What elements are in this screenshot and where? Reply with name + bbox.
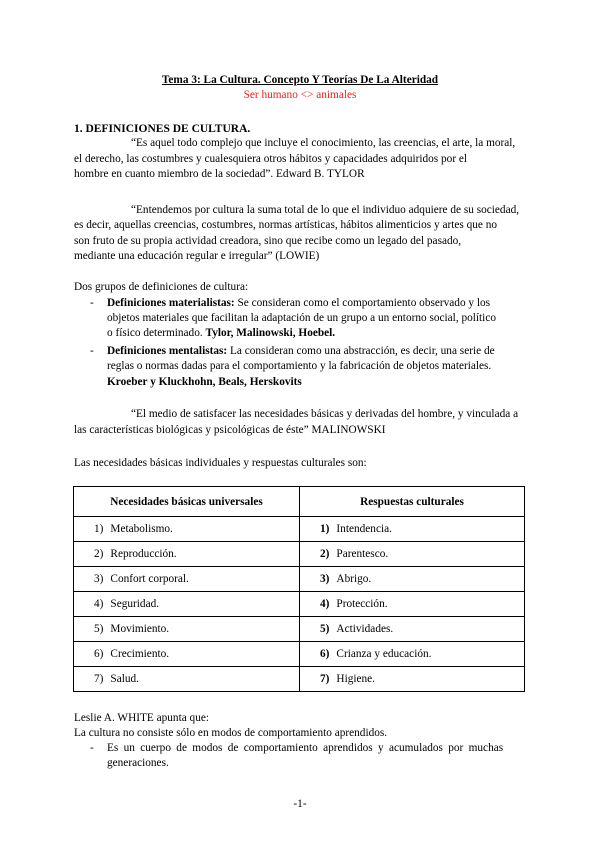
groups-intro: Dos grupos de definiciones de cultura: <box>74 281 249 293</box>
white-bullet-line-2: generaciones. <box>107 757 169 769</box>
need-text: Salud. <box>110 673 139 685</box>
bullet-dash: - <box>90 297 94 309</box>
table-row <box>74 617 525 642</box>
response-number: 5) <box>320 623 330 635</box>
materialist-line-3: o físico determinado. Tylor, Malinowski, Hoebel. <box>107 327 336 339</box>
mentalist-line-1: Definiciones mentalistas: La consideran como una abstracción, es decir, una serie de <box>107 345 495 357</box>
table-header-needs: Necesidades básicas universales <box>74 487 300 517</box>
response-text: Intendencia. <box>336 523 392 535</box>
need-cell <box>74 567 300 592</box>
white-intro: Leslie A. WHITE apunta que: <box>74 712 209 724</box>
need-cell <box>74 667 300 692</box>
tylor-quote-line-3: hombre en cuanto miembro de la sociedad”. Edward B. TYLOR <box>74 168 365 180</box>
table-row <box>74 642 525 667</box>
response-text: Crianza y educación. <box>336 648 432 660</box>
lowie-quote-line-3: son fruto de su propia actividad creadora, sino que recibe como un legado del pasado, <box>74 235 462 247</box>
bullet-dash: - <box>90 742 94 754</box>
malinowski-quote-line-2: las características biológicas y psicológicas de éste” MALINOWSKI <box>74 424 386 436</box>
tylor-quote-line-2: el derecho, las costumbres y cualesquiera otros hábitos y capacidades adquiridos por el <box>74 153 468 165</box>
white-line: La cultura no consiste sólo en modos de comportamiento aprendidos. <box>74 727 388 739</box>
need-text: Crecimiento. <box>110 648 170 660</box>
response-text: Protección. <box>336 598 388 610</box>
table-row <box>74 517 525 542</box>
response-number: 4) <box>320 598 330 610</box>
need-number: 6) <box>94 648 104 660</box>
need-number: 4) <box>94 598 104 610</box>
need-number: 2) <box>94 548 104 560</box>
bullet-dash: - <box>90 345 94 357</box>
response-text: Higiene. <box>336 673 376 685</box>
response-number: 7) <box>320 673 330 685</box>
need-text: Movimiento. <box>110 623 170 635</box>
response-cell <box>300 617 525 642</box>
response-text: Abrigo. <box>336 573 372 585</box>
need-number: 3) <box>94 573 104 585</box>
need-text: Confort corporal. <box>110 573 189 585</box>
need-number: 5) <box>94 623 104 635</box>
response-cell <box>300 592 525 617</box>
response-cell <box>300 542 525 567</box>
malinowski-quote-line-1: “El medio de satisfacer las necesidades básicas y derivadas del hombre, y vinculada a <box>131 408 519 420</box>
response-number: 3) <box>320 573 330 585</box>
table-row <box>74 592 525 617</box>
page-number: -1- <box>293 798 307 810</box>
need-number: 1) <box>94 523 104 535</box>
materialist-line-1: Definiciones materialistas: Se consideran como el comportamiento observado y los <box>107 297 491 309</box>
need-text: Reproducción. <box>110 548 177 560</box>
need-cell <box>74 592 300 617</box>
materialist-label: Definiciones materialistas: <box>107 297 235 309</box>
materialist-line-2: objetos materiales que facilitan la adaptación de un grupo a un entorno social, político <box>107 312 496 324</box>
need-text: Seguridad. <box>110 598 160 610</box>
lowie-quote-line-4: mediante una educación regular e irregular” (LOWIE) <box>74 250 320 262</box>
mentalist-authors: Kroeber y Kluckhohn, Beals, Herskovits <box>107 376 302 388</box>
lowie-quote-line-2: es decir, aquellas creencias, costumbres, normas artísticas, hábitos alimenticios y artes que no <box>74 219 498 231</box>
need-cell <box>74 617 300 642</box>
mentalist-label: Definiciones mentalistas: <box>107 345 228 357</box>
lowie-quote-line-1: “Entendemos por cultura la suma total de lo que el individuo adquiere de su sociedad, <box>131 204 520 216</box>
response-number: 2) <box>320 548 330 560</box>
mentalist-line-2: reglas o normas dadas para el comportamiento y la fabricación de objetos materiales. <box>107 360 492 372</box>
table-row <box>74 567 525 592</box>
response-number: 6) <box>320 648 330 660</box>
page-subtitle: Ser humano <> animales <box>243 89 357 101</box>
need-text: Metabolismo. <box>110 523 173 535</box>
need-cell <box>74 517 300 542</box>
response-cell <box>300 667 525 692</box>
response-cell <box>300 642 525 667</box>
needs-intro: Las necesidades básicas individuales y respuestas culturales son: <box>74 457 367 469</box>
table-row <box>74 542 525 567</box>
white-bullet-line-1: Es un cuerpo de modos de comportamiento aprendidos y acumulados por muchas <box>107 742 504 754</box>
table-row <box>74 667 525 692</box>
need-cell <box>74 542 300 567</box>
response-cell <box>300 567 525 592</box>
table-header-responses: Respuestas culturales <box>300 487 525 517</box>
response-cell <box>300 517 525 542</box>
table-body <box>74 517 525 692</box>
materialist-authors: Tylor, Malinowski, Hoebel. <box>205 327 336 339</box>
page-title: Tema 3: La Cultura. Concepto Y Teorías De La Alteridad <box>161 74 439 86</box>
response-number: 1) <box>320 523 330 535</box>
need-cell <box>74 642 300 667</box>
section-heading: 1. DEFINICIONES DE CULTURA. <box>74 123 251 135</box>
response-text: Actividades. <box>336 623 394 635</box>
tylor-quote-line-1: “Es aquel todo complejo que incluye el conocimiento, las creencias, el arte, la moral, <box>131 137 516 149</box>
table-header-row <box>74 487 525 517</box>
response-text: Parentesco. <box>336 548 389 560</box>
needs-responses-table <box>73 486 525 692</box>
need-number: 7) <box>94 673 104 685</box>
